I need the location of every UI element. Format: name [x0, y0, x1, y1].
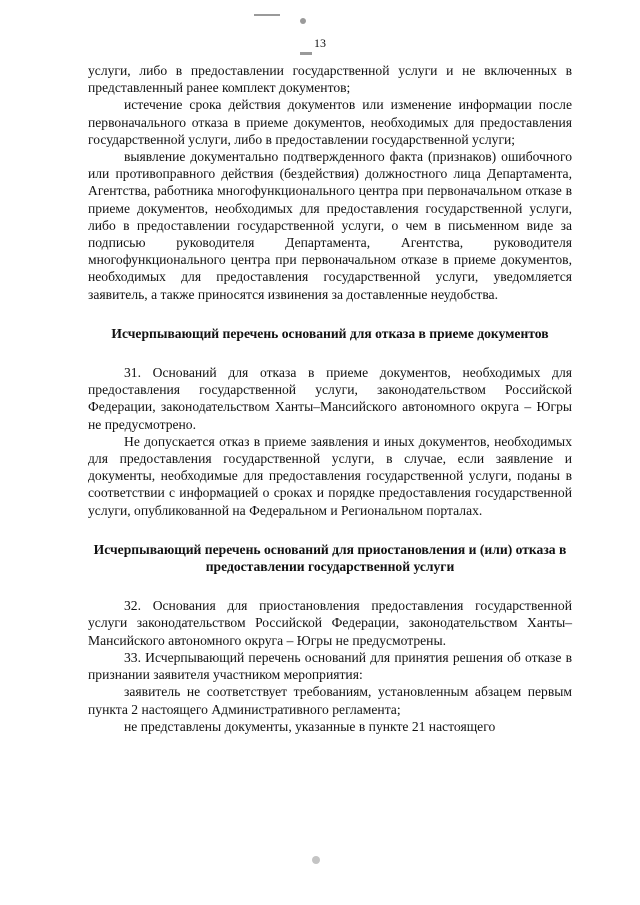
- scan-speck: [254, 14, 280, 16]
- paragraph: 31. Оснований для отказа в приеме документов, необходимых для предоставления государственной услуги, законодательством Российской Федерации, законодательством Ханты–Мансийского автономного округа – Югры не предусмотрено.: [88, 365, 572, 432]
- section-heading: Исчерпывающий перечень оснований для отказа в приеме документов: [111, 325, 549, 341]
- paragraph: услуги, либо в предоставлении государственной услуги и не включенных в представленный ранее комплект документов;: [88, 63, 572, 96]
- paragraph: 32. Основания для приостановления предоставления государственной услуги законодательством Российской Федерации, законодательством Ханты–Мансийского автономного округа – Югры не предусмотрены.: [88, 598, 572, 648]
- paragraph: истечение срока действия документов или изменение информации после первоначального отказа в приеме документов, необходимых для предоставления государственной услуги, либо в предоставлении государственной услуги;: [88, 97, 572, 147]
- paragraph: выявление документально подтвержденного факта (признаков) ошибочного или противоправного действия (бездействия) должностного лица Департамента, Агентства, работника многофункционального центра при первоначальном отказе в приеме документов, необходимых для предоставления государственной услуги, либо в предоставлении государственной услуги, о чем в письменном виде за подписью руководителя Департамента, Агентства, руководителя многофункционального центра при первоначальном отказе в приеме документов, необходимых для предоставления государственной услуги, уведомляется заявитель, а также приносятся извинения за доставленные неудобства.: [88, 149, 572, 302]
- scan-speck: [300, 52, 312, 55]
- paragraph: не представлены документы, указанные в пункте 21 настоящего: [124, 718, 496, 734]
- paragraph: Не допускается отказ в приеме заявления и иных документов, необходимых для предоставления государственной услуги, в случае, если заявление и документы, необходимые для предоставления государственной услуги, поданы в соответствии с информацией о сроках и порядке предоставления государственной услуги, опубликованной на Федеральном и Региональном порталах.: [88, 433, 572, 518]
- paragraph: 33. Исчерпывающий перечень оснований для принятия решения об отказе в признании заявителя участником мероприятия:: [88, 649, 572, 683]
- section-heading: Исчерпывающий перечень оснований для приостановления и (или) отказа в предоставлении государственной услуги: [93, 541, 567, 575]
- page-number: 13: [314, 36, 326, 50]
- scan-speck: [300, 18, 306, 24]
- scan-speck: [312, 856, 320, 864]
- paragraph: заявитель не соответствует требованиям, установленным абзацем первым пункта 2 настоящего Административного регламента;: [88, 684, 572, 717]
- document-body: [88, 62, 572, 735]
